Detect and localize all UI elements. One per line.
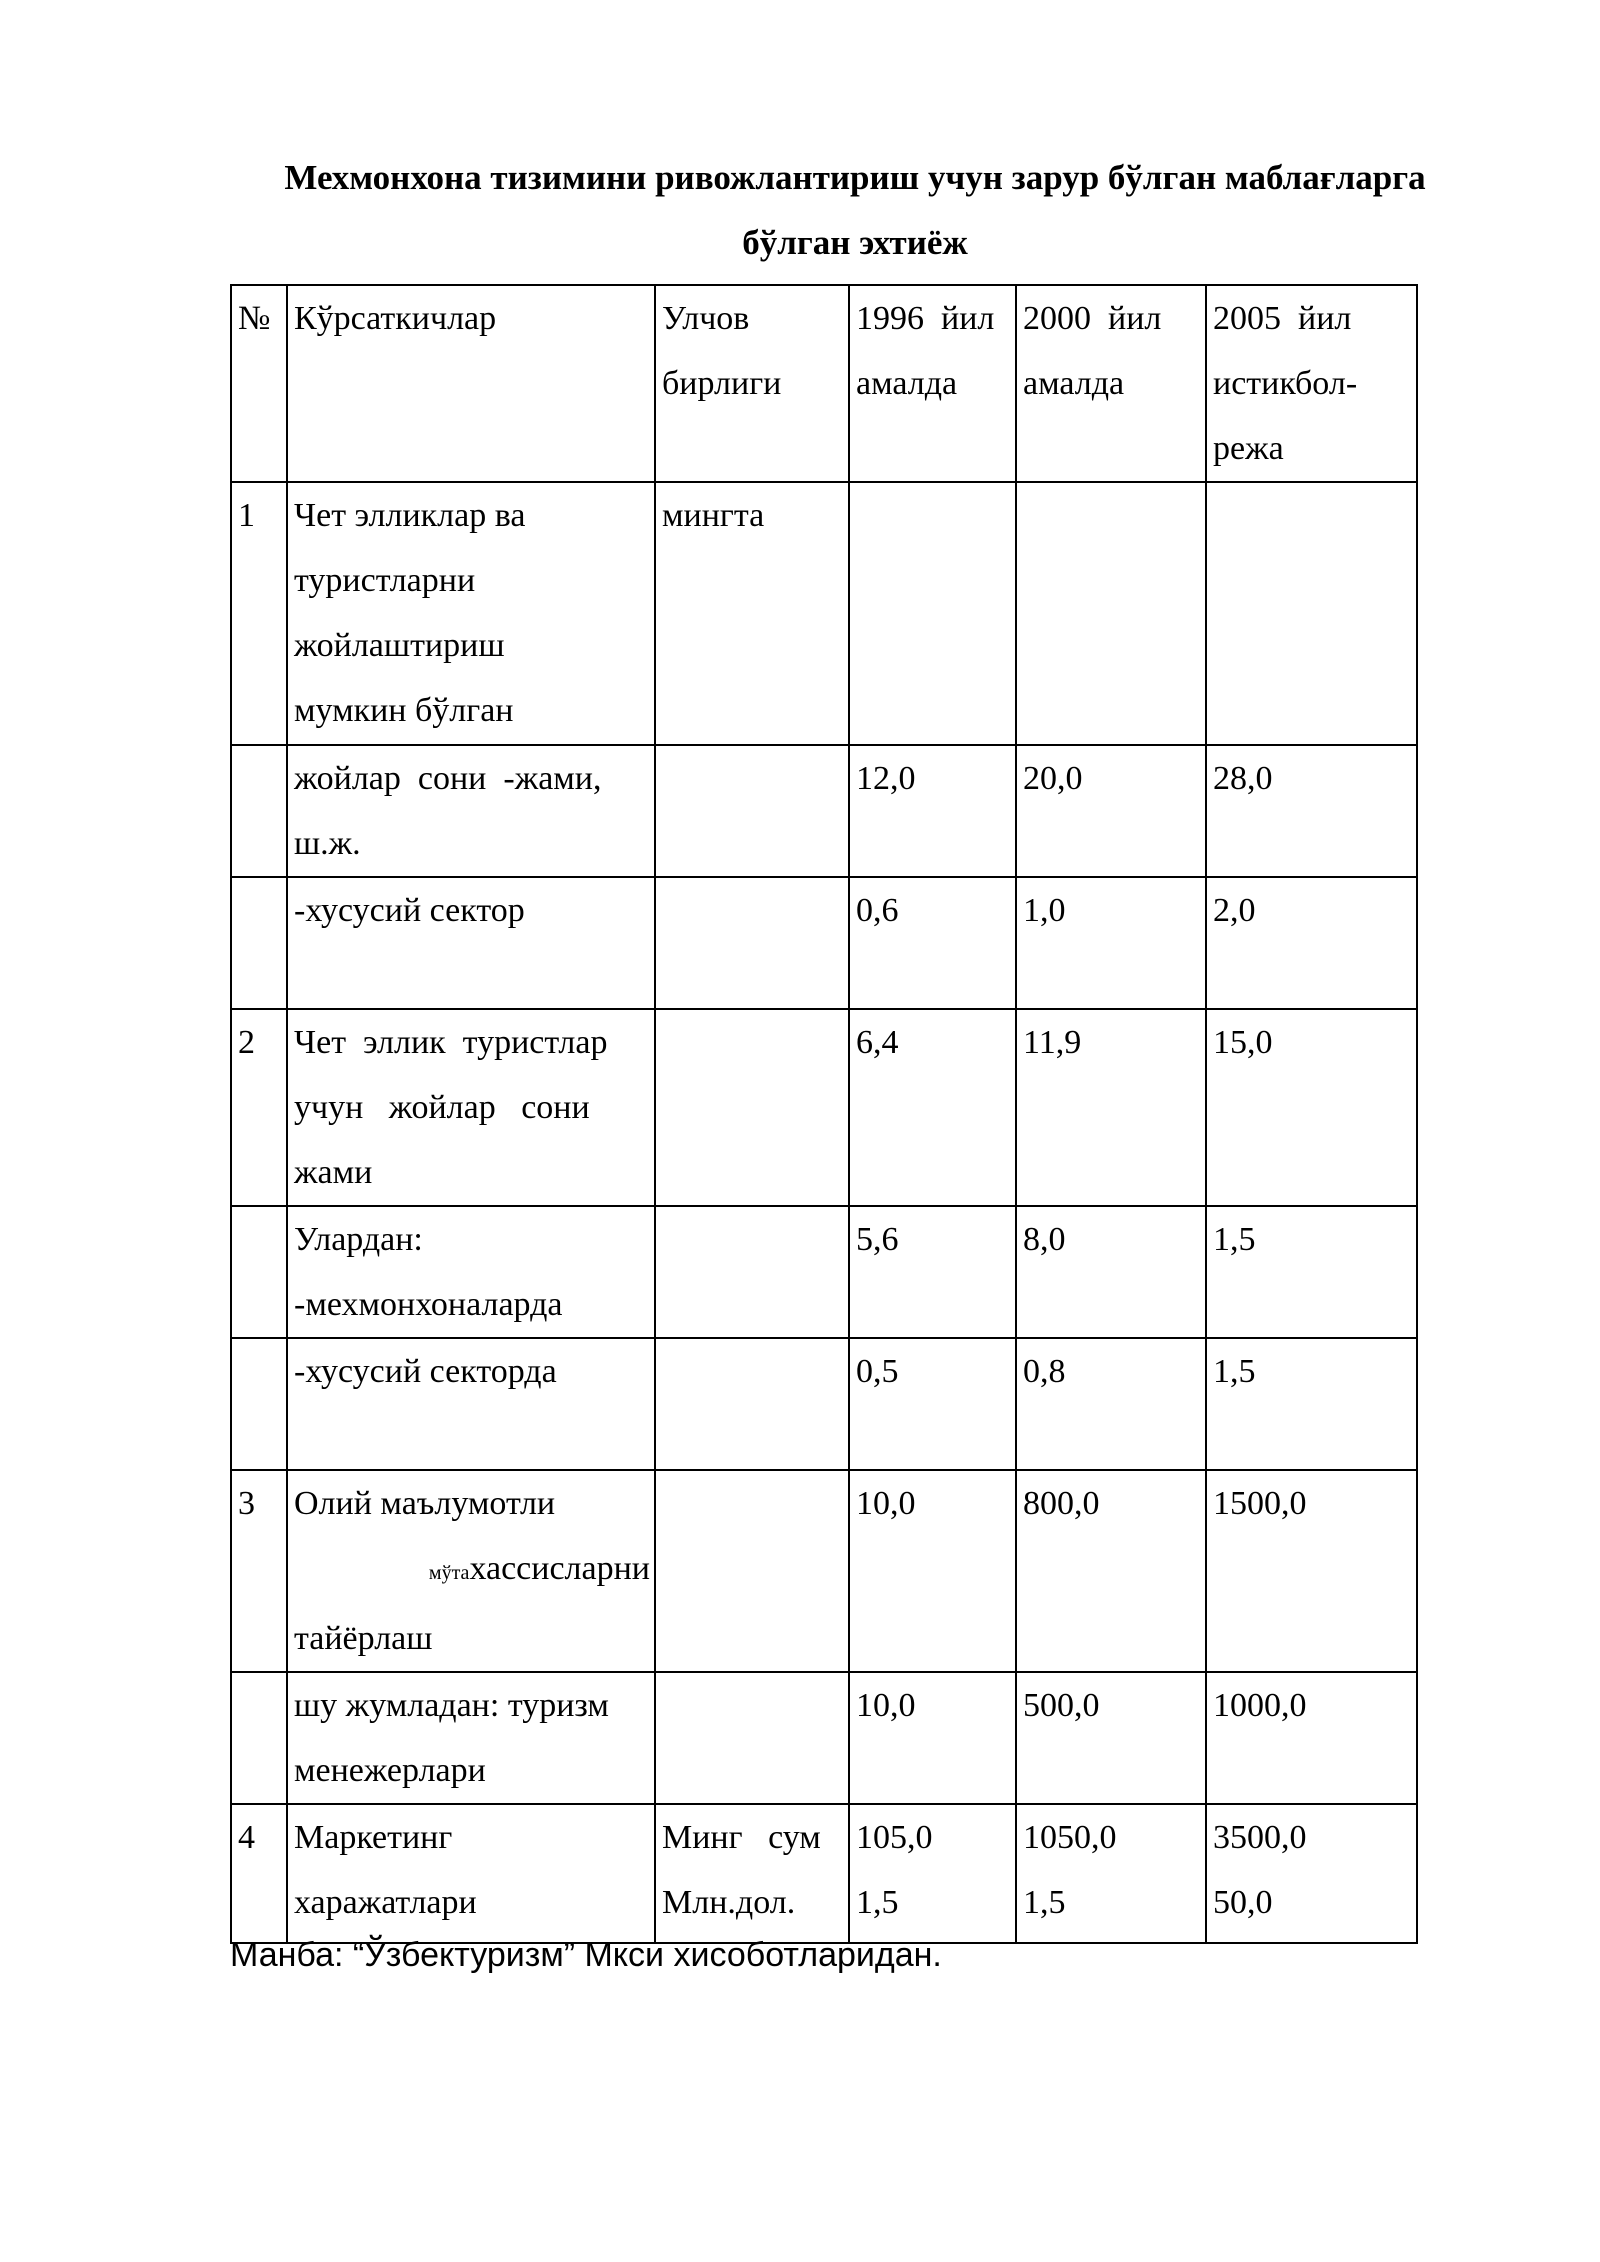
row-value-line: 105,0 <box>856 1819 933 1856</box>
row-value-2005: 28,0 <box>1206 745 1417 877</box>
row-indicator <box>287 1206 655 1338</box>
row-value-2000: 1,0 <box>1016 877 1206 1009</box>
row-value-2000: 11,9 <box>1016 1009 1206 1206</box>
title-line-2: бўлган эхтиёж <box>742 223 968 262</box>
row-num: 4 <box>231 1804 287 1943</box>
row-num: 2 <box>231 1009 287 1206</box>
row-value-2005: 1,5 <box>1206 1206 1417 1338</box>
row-indicator-text: хассисларни <box>469 1550 650 1587</box>
document-title <box>180 145 1530 275</box>
row-value-1996: 10,0 <box>849 1672 1016 1804</box>
title-line-1: Мехмонхона тизимини ривожлантириш учун зарур бўлган маблағларга <box>284 158 1426 197</box>
row-value-line: 3500,0 <box>1213 1819 1307 1856</box>
row-indicator-small-text: мўта <box>428 1562 470 1584</box>
row-num <box>231 877 287 1009</box>
row-num <box>231 1206 287 1338</box>
table-row <box>231 1206 1417 1338</box>
row-indicator <box>287 482 655 745</box>
row-unit <box>655 1804 849 1943</box>
row-unit: мингта <box>655 482 849 745</box>
row-indicator-line: Чет эллик туристлар <box>294 1024 608 1061</box>
row-unit <box>655 1672 849 1804</box>
source-note: Манба: “Ўзбектуризм” Мкси хисоботларидан. <box>230 1936 942 1974</box>
row-value-2005: 1,5 <box>1206 1338 1417 1470</box>
row-unit-line: Млн.дол. <box>662 1884 796 1921</box>
row-unit <box>655 745 849 877</box>
row-value-line: 50,0 <box>1213 1884 1273 1921</box>
row-value-2000: 500,0 <box>1016 1672 1206 1804</box>
row-indicator-line: шу жумладан: туризм <box>294 1687 609 1724</box>
row-indicator <box>287 877 655 1009</box>
row-value-2000 <box>1016 1804 1206 1943</box>
row-indicator-line: ш.ж. <box>294 825 361 862</box>
row-indicator-line: Чет элликлар ва <box>294 497 526 534</box>
table-row <box>231 1804 1417 1943</box>
row-value-line: 1050,0 <box>1023 1819 1117 1856</box>
row-value-2005: 2,0 <box>1206 877 1417 1009</box>
row-num <box>231 1672 287 1804</box>
row-value-2005: 15,0 <box>1206 1009 1417 1206</box>
row-indicator <box>287 1470 655 1672</box>
header-indicators: Кўрсаткичлар <box>287 285 655 482</box>
header-2005-line-2: истикбол- <box>1213 365 1358 402</box>
header-2005 <box>1206 285 1417 482</box>
row-value-line: 1,5 <box>856 1884 899 1921</box>
header-unit <box>655 285 849 482</box>
row-value-2000 <box>1016 482 1206 745</box>
table-row <box>231 1009 1417 1206</box>
header-unit-line-1: Улчов <box>662 300 750 337</box>
row-indicator <box>287 1672 655 1804</box>
table-header-row <box>231 285 1417 482</box>
row-num <box>231 745 287 877</box>
row-unit <box>655 1470 849 1672</box>
header-2000-line-2: амалда <box>1023 365 1125 402</box>
row-value-1996: 12,0 <box>849 745 1016 877</box>
row-value-1996: 0,6 <box>849 877 1016 1009</box>
row-indicator-line: жойлаштириш <box>294 627 505 664</box>
row-unit <box>655 877 849 1009</box>
row-value-2005 <box>1206 482 1417 745</box>
header-2000 <box>1016 285 1206 482</box>
row-value-1996: 0,5 <box>849 1338 1016 1470</box>
row-num <box>231 1338 287 1470</box>
row-value-2005: 1000,0 <box>1206 1672 1417 1804</box>
header-unit-line-2: бирлиги <box>662 365 782 402</box>
header-1996-line-2: амалда <box>856 365 958 402</box>
table-row <box>231 482 1417 745</box>
table-row <box>231 877 1417 1009</box>
row-value-1996: 10,0 <box>849 1470 1016 1672</box>
row-indicator-line: менежерлари <box>294 1752 486 1789</box>
row-value-1996 <box>849 1804 1016 1943</box>
row-indicator-line: туристларни <box>294 562 476 599</box>
row-indicator-line: Олий маълумотли <box>294 1485 556 1522</box>
row-value-2005: 1500,0 <box>1206 1470 1417 1672</box>
row-value-line: 1,5 <box>1023 1884 1066 1921</box>
header-2005-line-1: 2005 йил <box>1213 300 1352 337</box>
row-indicator-line <box>294 1536 650 1606</box>
header-2000-line-1: 2000 йил <box>1023 300 1162 337</box>
row-num: 3 <box>231 1470 287 1672</box>
row-value-2000: 0,8 <box>1016 1338 1206 1470</box>
row-indicator-line: жами <box>294 1154 373 1191</box>
row-indicator <box>287 1804 655 1943</box>
row-indicator <box>287 1009 655 1206</box>
row-indicator-line: мумкин бўлган <box>294 692 514 729</box>
row-num: 1 <box>231 482 287 745</box>
row-unit-line: Минг сум <box>662 1819 821 1856</box>
table-row <box>231 1470 1417 1672</box>
table-row <box>231 745 1417 877</box>
row-unit <box>655 1338 849 1470</box>
row-unit <box>655 1206 849 1338</box>
row-indicator <box>287 1338 655 1470</box>
row-unit <box>655 1009 849 1206</box>
row-indicator-line: -мехмонхоналарда <box>294 1286 563 1323</box>
row-value-1996 <box>849 482 1016 745</box>
row-value-2000: 800,0 <box>1016 1470 1206 1672</box>
header-1996-line-1: 1996 йил <box>856 300 995 337</box>
row-value-2000: 20,0 <box>1016 745 1206 877</box>
row-indicator-line: учун жойлар сони <box>294 1089 590 1126</box>
data-table <box>230 284 1418 1944</box>
row-indicator <box>287 745 655 877</box>
row-value-2000: 8,0 <box>1016 1206 1206 1338</box>
row-value-1996: 6,4 <box>849 1009 1016 1206</box>
row-indicator-line: харажатлари <box>294 1884 477 1921</box>
table-row <box>231 1672 1417 1804</box>
row-indicator-line: -хусусий сектор <box>294 892 525 929</box>
header-num: № <box>231 285 287 482</box>
row-indicator-line: -хусусий секторда <box>294 1353 557 1390</box>
row-indicator-line: жойлар сони -жами, <box>294 760 602 797</box>
row-indicator-line: Улардан: <box>294 1221 423 1258</box>
row-value-1996: 5,6 <box>849 1206 1016 1338</box>
row-indicator-line: Маркетинг <box>294 1819 453 1856</box>
header-2005-line-3: режа <box>1213 430 1284 467</box>
row-value-2005 <box>1206 1804 1417 1943</box>
header-1996 <box>849 285 1016 482</box>
table-row <box>231 1338 1417 1470</box>
row-indicator-line: тайёрлаш <box>294 1620 433 1657</box>
